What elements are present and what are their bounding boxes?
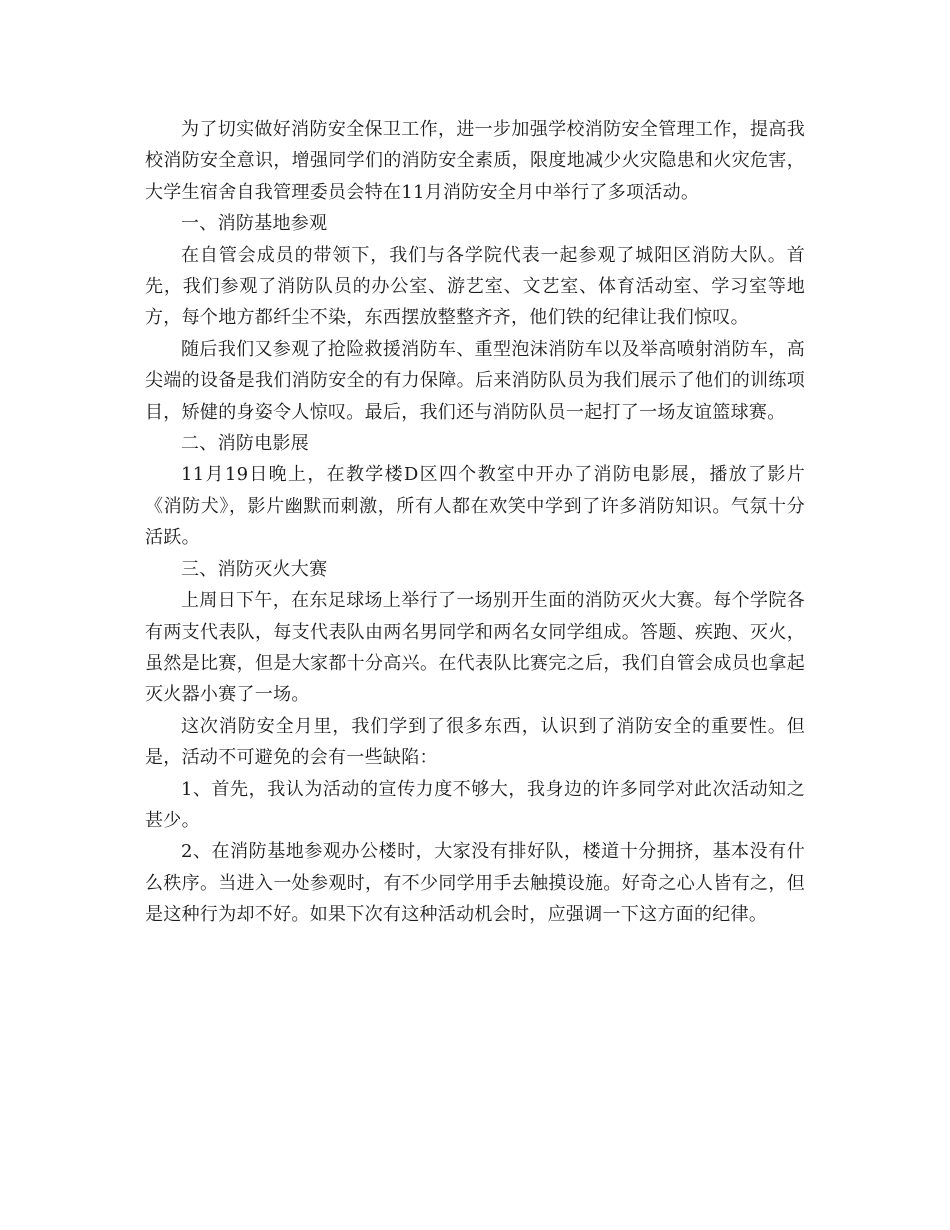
paragraph-shortcoming-1: 1、首先，我认为活动的宣传力度不够大，我身边的许多同学对此次活动知之甚少。 [145, 778, 805, 831]
section-heading-fire-base-visit: 一、消防基地参观 [181, 213, 328, 235]
paragraph-fire-base-visit-2: 随后我们又参观了抢险救援消防车、重型泡沫消防车以及举高喷射消防车，高尖端的设备是我们消防安全的有力保障。后来消防队员为我们展示了他们的训练项目，矫健的身姿令人惊叹。最后，我们还与消防队员一起打了一场友谊篮球赛。 [145, 338, 805, 423]
document-body [145, 114, 805, 931]
paragraph-summary: 这次消防安全月里，我们学到了很多东西，认识到了消防安全的重要性。但是，活动不可避免的会有一些缺陷： [145, 715, 805, 769]
paragraph-shortcoming-2: 2、在消防基地参观办公楼时，大家没有排好队，楼道十分拥挤，基本没有什么秩序。当进入一处参观时，有不少同学用手去触摸设施。好奇之心人皆有之，但是这种行为却不好。如果下次有这种活动机会时，应强调一下这方面的纪律。 [145, 841, 805, 926]
paragraph-fire-film-show: 11月19日晚上，在教学楼D区四个教室中开办了消防电影展，播放了影片《消防犬》，影片幽默而刺激，所有人都在欢笑中学到了许多消防知识。气氛十分活跃。 [145, 464, 805, 549]
section-heading-fire-film-show: 二、消防电影展 [181, 433, 310, 455]
paragraph-fire-base-visit-1: 在自管会成员的带领下，我们与各学院代表一起参观了城阳区消防大队。首先，我们参观了消防队员的办公室、游艺室、文艺室、体育活动室、学习室等地方，每个地方都纤尘不染，东西摆放整整齐齐，他们铁的纪律让我们惊叹。 [145, 244, 805, 329]
paragraph-firefighting-contest: 上周日下午，在东足球场上举行了一场别开生面的消防灭火大赛。每个学院各有两支代表队，每支代表队由两名男同学和两名女同学组成。答题、疾跑、灭火，虽然是比赛，但是大家都十分高兴。在代表队比赛完之后，我们自管会成员也拿起灭火器小赛了一场。 [145, 590, 805, 706]
section-heading-firefighting-contest: 三、消防灭火大赛 [181, 558, 328, 580]
intro-paragraph: 为了切实做好消防安全保卫工作，进一步加强学校消防安全管理工作，提高我校消防安全意识，增强同学们的消防安全素质，限度地减少火灾隐患和火灾危害，大学生宿舍自我管理委员会特在11月消防安全月中举行了多项活动。 [145, 119, 805, 203]
